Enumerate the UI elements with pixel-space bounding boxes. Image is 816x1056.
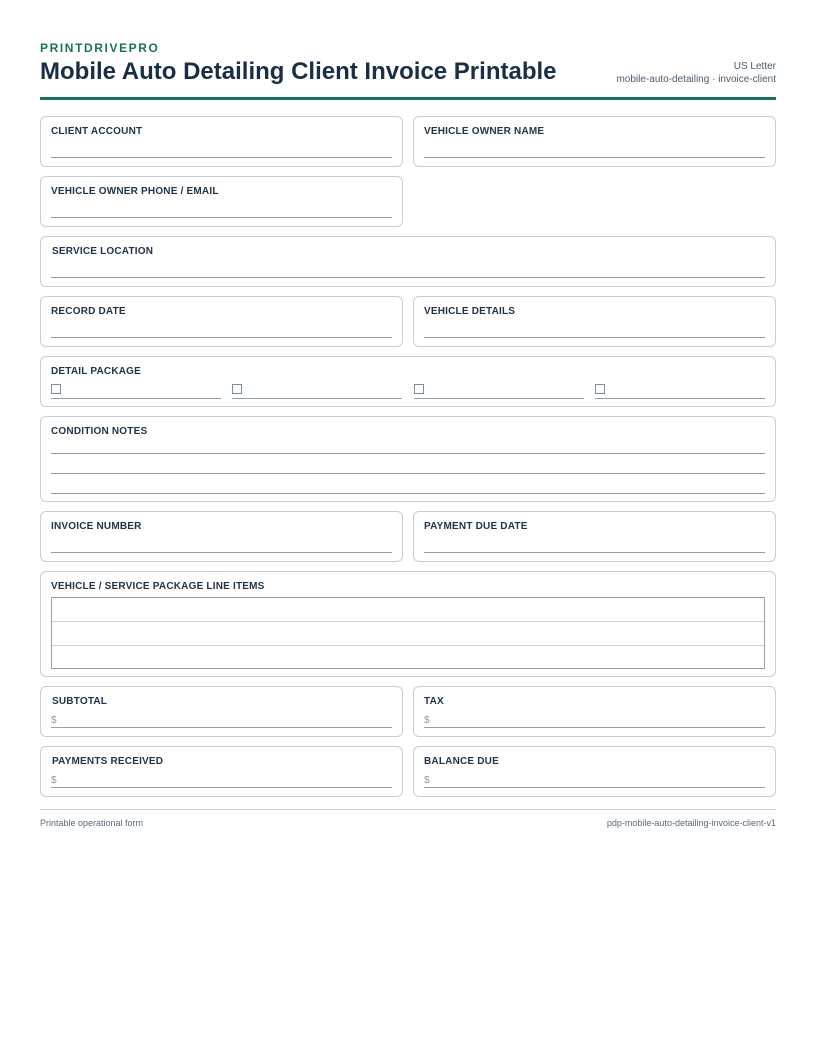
detail-package-option-3[interactable] [414,384,584,399]
condition-notes-line-1[interactable] [51,453,765,454]
owner-contact-label: VEHICLE OWNER PHONE / EMAIL [51,186,219,197]
checkbox-icon[interactable] [595,384,605,394]
line-items-label: VEHICLE / SERVICE PACKAGE LINE ITEMS [51,581,265,592]
checkbox-icon[interactable] [51,384,61,394]
payment-due-date-input-line[interactable] [424,552,765,553]
line-items-table [51,597,765,669]
detail-package-label: DETAIL PACKAGE [51,366,142,377]
line-items-field [40,571,776,677]
subtotal-label: SUBTOTAL [52,696,108,707]
payments-received-label: PAYMENTS RECEIVED [52,756,164,767]
condition-notes-line-2[interactable] [51,473,765,474]
condition-notes-label: CONDITION NOTES [51,426,148,437]
checkbox-icon[interactable] [414,384,424,394]
invoice-number-field [40,511,403,562]
tax-field [413,686,776,737]
detail-package-field [40,356,776,407]
vehicle-details-field [413,296,776,347]
vehicle-owner-name-input-line[interactable] [424,157,765,158]
detail-package-option-2[interactable] [232,384,402,399]
payment-due-date-field [413,511,776,562]
header-meta [616,60,776,86]
footer-left-text: Printable operational form [40,818,144,828]
vehicle-owner-name-label: VEHICLE OWNER NAME [424,126,545,137]
owner-contact-field [40,176,403,227]
form-tags: mobile-auto-detailing · invoice-client [616,74,776,85]
payment-due-date-label: PAYMENT DUE DATE [424,521,528,532]
checkbox-icon[interactable] [232,384,242,394]
balance-due-currency: $ [424,775,430,786]
record-date-label: RECORD DATE [51,306,126,317]
record-date-field [40,296,403,347]
brand-logo-text: PRINTDRIVEPRO [40,41,160,55]
condition-notes-line-3[interactable] [51,493,765,494]
table-row[interactable] [52,622,764,646]
subtotal-currency: $ [51,715,57,726]
vehicle-owner-name-field [413,116,776,167]
paper-size-label: US Letter [733,61,776,72]
service-location-label: SERVICE LOCATION [52,246,154,257]
condition-notes-field [40,416,776,502]
balance-due-label: BALANCE DUE [424,756,499,767]
invoice-number-input-line[interactable] [51,552,392,553]
vehicle-details-label: VEHICLE DETAILS [424,306,516,317]
table-row[interactable] [52,646,764,668]
client-account-input-line[interactable] [51,157,392,158]
service-location-input-line[interactable] [51,277,765,278]
tax-label: TAX [424,696,444,707]
record-date-input-line[interactable] [51,337,392,338]
tax-currency: $ [424,715,430,726]
tax-input-line[interactable] [424,727,765,728]
payments-received-input-line[interactable] [51,787,392,788]
balance-due-field [413,746,776,797]
footer-divider [40,809,776,810]
invoice-number-label: INVOICE NUMBER [51,521,142,532]
footer-form-id: pdp-mobile-auto-detailing-invoice-client-v1 [606,818,776,828]
subtotal-field [40,686,403,737]
detail-package-option-1[interactable] [51,384,221,399]
payments-received-currency: $ [51,775,57,786]
header-divider [40,97,776,100]
detail-package-option-4[interactable] [595,384,765,399]
subtotal-input-line[interactable] [51,727,392,728]
vehicle-details-input-line[interactable] [424,337,765,338]
balance-due-input-line[interactable] [424,787,765,788]
payments-received-field [40,746,403,797]
table-row[interactable] [52,598,764,622]
client-account-label: CLIENT ACCOUNT [51,126,143,137]
client-account-field [40,116,403,167]
service-location-field [40,236,776,287]
page-title: Mobile Auto Detailing Client Invoice Printable [40,58,557,85]
owner-contact-input-line[interactable] [51,217,392,218]
